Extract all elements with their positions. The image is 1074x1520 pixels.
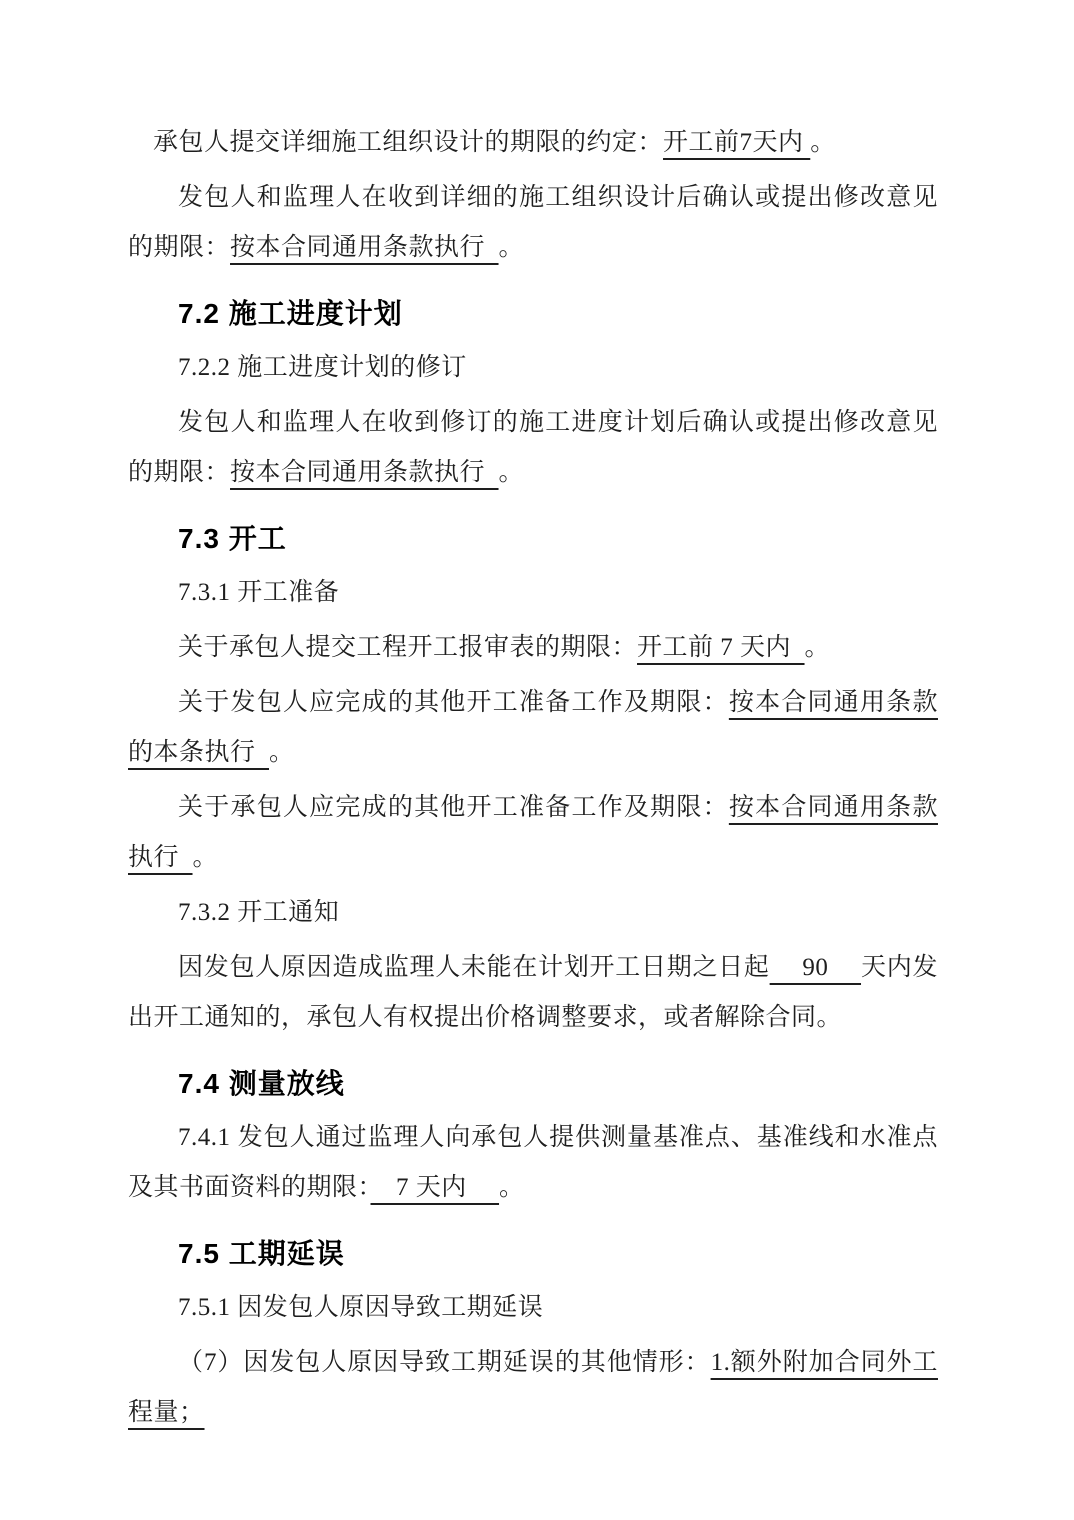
paragraph-text: 关于承包人应完成的其他开工准备工作及期限： <box>178 794 729 821</box>
contract-paragraph <box>128 678 938 778</box>
filled-in-value: 开工前 7 天内 <box>637 634 805 661</box>
paragraph-text: 关于发包人应完成的其他开工准备工作及期限： <box>178 689 729 716</box>
contract-paragraph <box>128 623 938 673</box>
paragraph-text: 。 <box>498 459 525 486</box>
paragraph-text: （7）因发包人原因导致工期延误的其他情形： <box>178 1349 711 1376</box>
filled-in-value: 按本合同通用条款执行 <box>230 459 499 486</box>
filled-in-value: 7 天内 <box>370 1174 500 1201</box>
paragraph-text: 。 <box>804 634 831 661</box>
clause-heading-7-2-2: 7.2.2 施工进度计划的修订 <box>178 354 467 381</box>
paragraph-text: 关于承包人提交工程开工报审表的期限： <box>178 634 638 661</box>
filled-in-value: 1.额外附加合同外工程量； <box>128 1349 938 1426</box>
contract-paragraph <box>128 943 938 1043</box>
contract-paragraph <box>128 1113 938 1213</box>
paragraph-text: 发包人和监理人在收到修订的施工进度计划后确认或提出修改意见的期限： <box>128 409 938 486</box>
paragraph-text: 天内发出开工通知的，承包人有权提出价格调整要求，或者解除合同。 <box>128 954 938 1031</box>
paragraph-text: 。 <box>810 129 836 156</box>
clause-heading-7-3-2: 7.3.2 开工通知 <box>178 899 340 926</box>
paragraph-text: 。 <box>269 739 295 766</box>
clause-heading-7-3-1: 7.3.1 开工准备 <box>178 579 340 606</box>
filled-in-value: 90 <box>769 954 862 981</box>
section-heading-7-4: 7.4 测量放线 <box>178 1068 345 1099</box>
contract-paragraph <box>128 783 938 883</box>
paragraph-text: 。 <box>498 234 525 261</box>
filled-in-value: 按本合同通用条款的本条执行 <box>128 689 938 766</box>
paragraph-text: 。 <box>192 844 219 871</box>
section-heading-7-5: 7.5 工期延误 <box>178 1238 345 1269</box>
section-heading-7-2: 7.2 施工进度计划 <box>178 298 403 329</box>
paragraph-text: 7.4.1 发包人通过监理人向承包人提供测量基准点、基准线和水准点及其书面资料的期限： <box>128 1124 938 1201</box>
section-heading-7-3: 7.3 开工 <box>178 523 287 554</box>
contract-paragraph <box>128 118 938 168</box>
contract-paragraph <box>128 173 938 273</box>
contract-paragraph <box>128 1338 938 1438</box>
filled-in-value: 按本合同通用条款执行 <box>230 234 499 261</box>
clause-heading-7-5-1: 7.5.1 因发包人原因导致工期延误 <box>178 1294 544 1321</box>
paragraph-text: 因发包人原因造成监理人未能在计划开工日期之日起 <box>178 954 770 981</box>
filled-in-value: 开工前7天内 <box>663 129 811 156</box>
paragraph-text: 承包人提交详细施工组织设计的期限的约定： <box>153 129 664 156</box>
filled-in-value: 按本合同通用条款执行 <box>128 794 938 871</box>
paragraph-text: 发包人和监理人在收到详细的施工组织设计后确认或提出修改意见的期限： <box>128 184 938 261</box>
contract-paragraph <box>128 398 938 498</box>
paragraph-text: 。 <box>499 1174 525 1201</box>
